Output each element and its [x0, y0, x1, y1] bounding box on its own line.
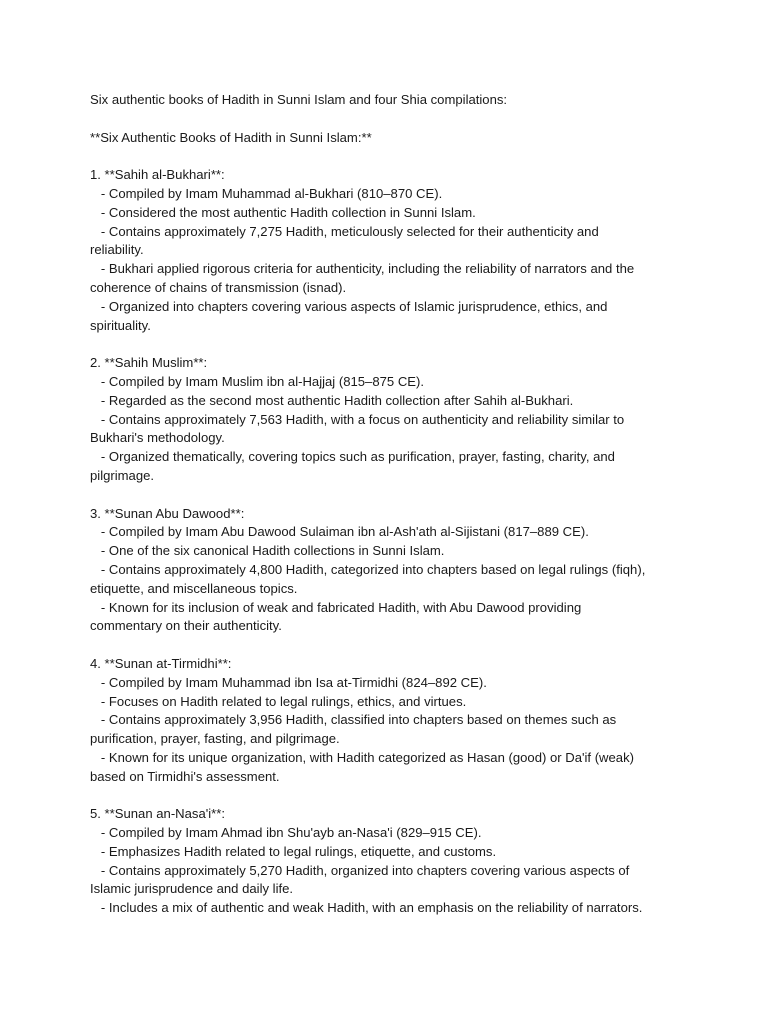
book-list — [90, 166, 690, 918]
book-title: 3. **Sunan Abu Dawood**: — [90, 505, 245, 521]
bullet-continuation: Bukhari's methodology. — [90, 430, 225, 446]
book-bullet — [90, 373, 690, 392]
bullet-continuation: purification, prayer, fasting, and pilgrimage. — [90, 731, 340, 747]
book-entry — [90, 166, 690, 335]
book-bullet — [90, 392, 690, 411]
bullet-text: - Compiled by Imam Muhammad al-Bukhari (810–870 CE). — [90, 185, 443, 201]
book-bullet — [90, 185, 690, 204]
book-bullet — [90, 693, 690, 712]
book-title: 1. **Sahih al-Bukhari**: — [90, 167, 225, 183]
intro-text: Six authentic books of Hadith in Sunni Islam and four Shia compilations: — [90, 92, 508, 107]
document-page — [90, 91, 690, 918]
book-bullet — [90, 674, 690, 693]
book-bullet — [90, 223, 690, 261]
spacer — [90, 335, 690, 354]
book-bullet — [90, 862, 690, 900]
book-title: 5. **Sunan an-Nasa'i**: — [90, 806, 225, 822]
bullet-text: - Considered the most authentic Hadith collection in Sunni Islam. — [90, 204, 476, 220]
book-entry — [90, 354, 690, 486]
bullet-continuation: based on Tirmidhi's assessment. — [90, 768, 280, 784]
spacer — [90, 636, 690, 655]
book-entry — [90, 805, 690, 918]
bullet-continuation: etiquette, and miscellaneous topics. — [90, 580, 298, 596]
bullet-text: - Contains approximately 5,270 Hadith, organized into chapters covering various aspects of — [90, 862, 630, 878]
bullet-text: - Organized into chapters covering various aspects of Islamic jurisprudence, ethics, and — [90, 298, 608, 314]
bullet-continuation: commentary on their authenticity. — [90, 618, 282, 634]
bullet-text: - Contains approximately 7,563 Hadith, with a focus on authenticity and reliability similar to — [90, 411, 625, 427]
bullet-text: - Compiled by Imam Muslim ibn al-Hajjaj (815–875 CE). — [90, 373, 425, 389]
book-entry — [90, 505, 690, 637]
bullet-continuation: reliability. — [90, 242, 144, 258]
bullet-text: - Includes a mix of authentic and weak Hadith, with an emphasis on the reliability of narrators. — [90, 900, 643, 916]
bullet-continuation: coherence of chains of transmission (isnad). — [90, 279, 347, 295]
book-bullet — [90, 843, 690, 862]
book-bullet — [90, 749, 690, 787]
spacer — [90, 786, 690, 805]
bullet-text: - Focuses on Hadith related to legal rulings, ethics, and virtues. — [90, 693, 467, 709]
bullet-text: - Compiled by Imam Abu Dawood Sulaiman ibn al-Ash'ath al-Sijistani (817–889 CE). — [90, 524, 589, 540]
book-bullet — [90, 448, 690, 486]
bullet-text: - Contains approximately 7,275 Hadith, meticulously selected for their authenticity and — [90, 223, 599, 239]
bullet-text: - One of the six canonical Hadith collections in Sunni Islam. — [90, 543, 445, 559]
book-bullet — [90, 824, 690, 843]
spacer — [90, 110, 690, 129]
bullet-continuation: spirituality. — [90, 317, 151, 333]
book-bullet — [90, 542, 690, 561]
book-bullet — [90, 260, 690, 298]
bullet-text: - Contains approximately 3,956 Hadith, classified into chapters based on themes such as — [90, 712, 617, 728]
bullet-text: - Regarded as the second most authentic Hadith collection after Sahih al-Bukhari. — [90, 392, 574, 408]
bullet-text: - Compiled by Imam Ahmad ibn Shu'ayb an-Nasa'i (829–915 CE). — [90, 825, 482, 841]
book-bullet — [90, 204, 690, 223]
bullet-text: - Compiled by Imam Muhammad ibn Isa at-Tirmidhi (824–892 CE). — [90, 674, 487, 690]
book-bullet — [90, 599, 690, 637]
book-bullet — [90, 561, 690, 599]
book-bullet — [90, 411, 690, 449]
book-bullet — [90, 899, 690, 918]
bullet-text: - Contains approximately 4,800 Hadith, categorized into chapters based on legal rulings (fiqh), — [90, 561, 646, 577]
bullet-continuation: Islamic jurisprudence and daily life. — [90, 881, 294, 897]
book-title: 4. **Sunan at-Tirmidhi**: — [90, 655, 232, 671]
bullet-text: - Known for its unique organization, with Hadith categorized as Hasan (good) or Da'if (weak) — [90, 749, 634, 765]
book-title: 2. **Sahih Muslim**: — [90, 355, 208, 371]
bullet-text: - Bukhari applied rigorous criteria for authenticity, including the reliability of narrators and the — [90, 261, 635, 277]
section-heading: **Six Authentic Books of Hadith in Sunni Islam:** — [90, 129, 372, 145]
book-bullet — [90, 523, 690, 542]
book-bullet — [90, 711, 690, 749]
bullet-text: - Known for its inclusion of weak and fabricated Hadith, with Abu Dawood providing — [90, 599, 582, 615]
spacer — [90, 147, 690, 166]
book-entry — [90, 655, 690, 787]
bullet-text: - Organized thematically, covering topics such as purification, prayer, fasting, charity, and — [90, 449, 615, 465]
book-bullet — [90, 298, 690, 336]
bullet-continuation: pilgrimage. — [90, 467, 155, 483]
spacer — [90, 486, 690, 505]
bullet-text: - Emphasizes Hadith related to legal rulings, etiquette, and customs. — [90, 843, 497, 859]
